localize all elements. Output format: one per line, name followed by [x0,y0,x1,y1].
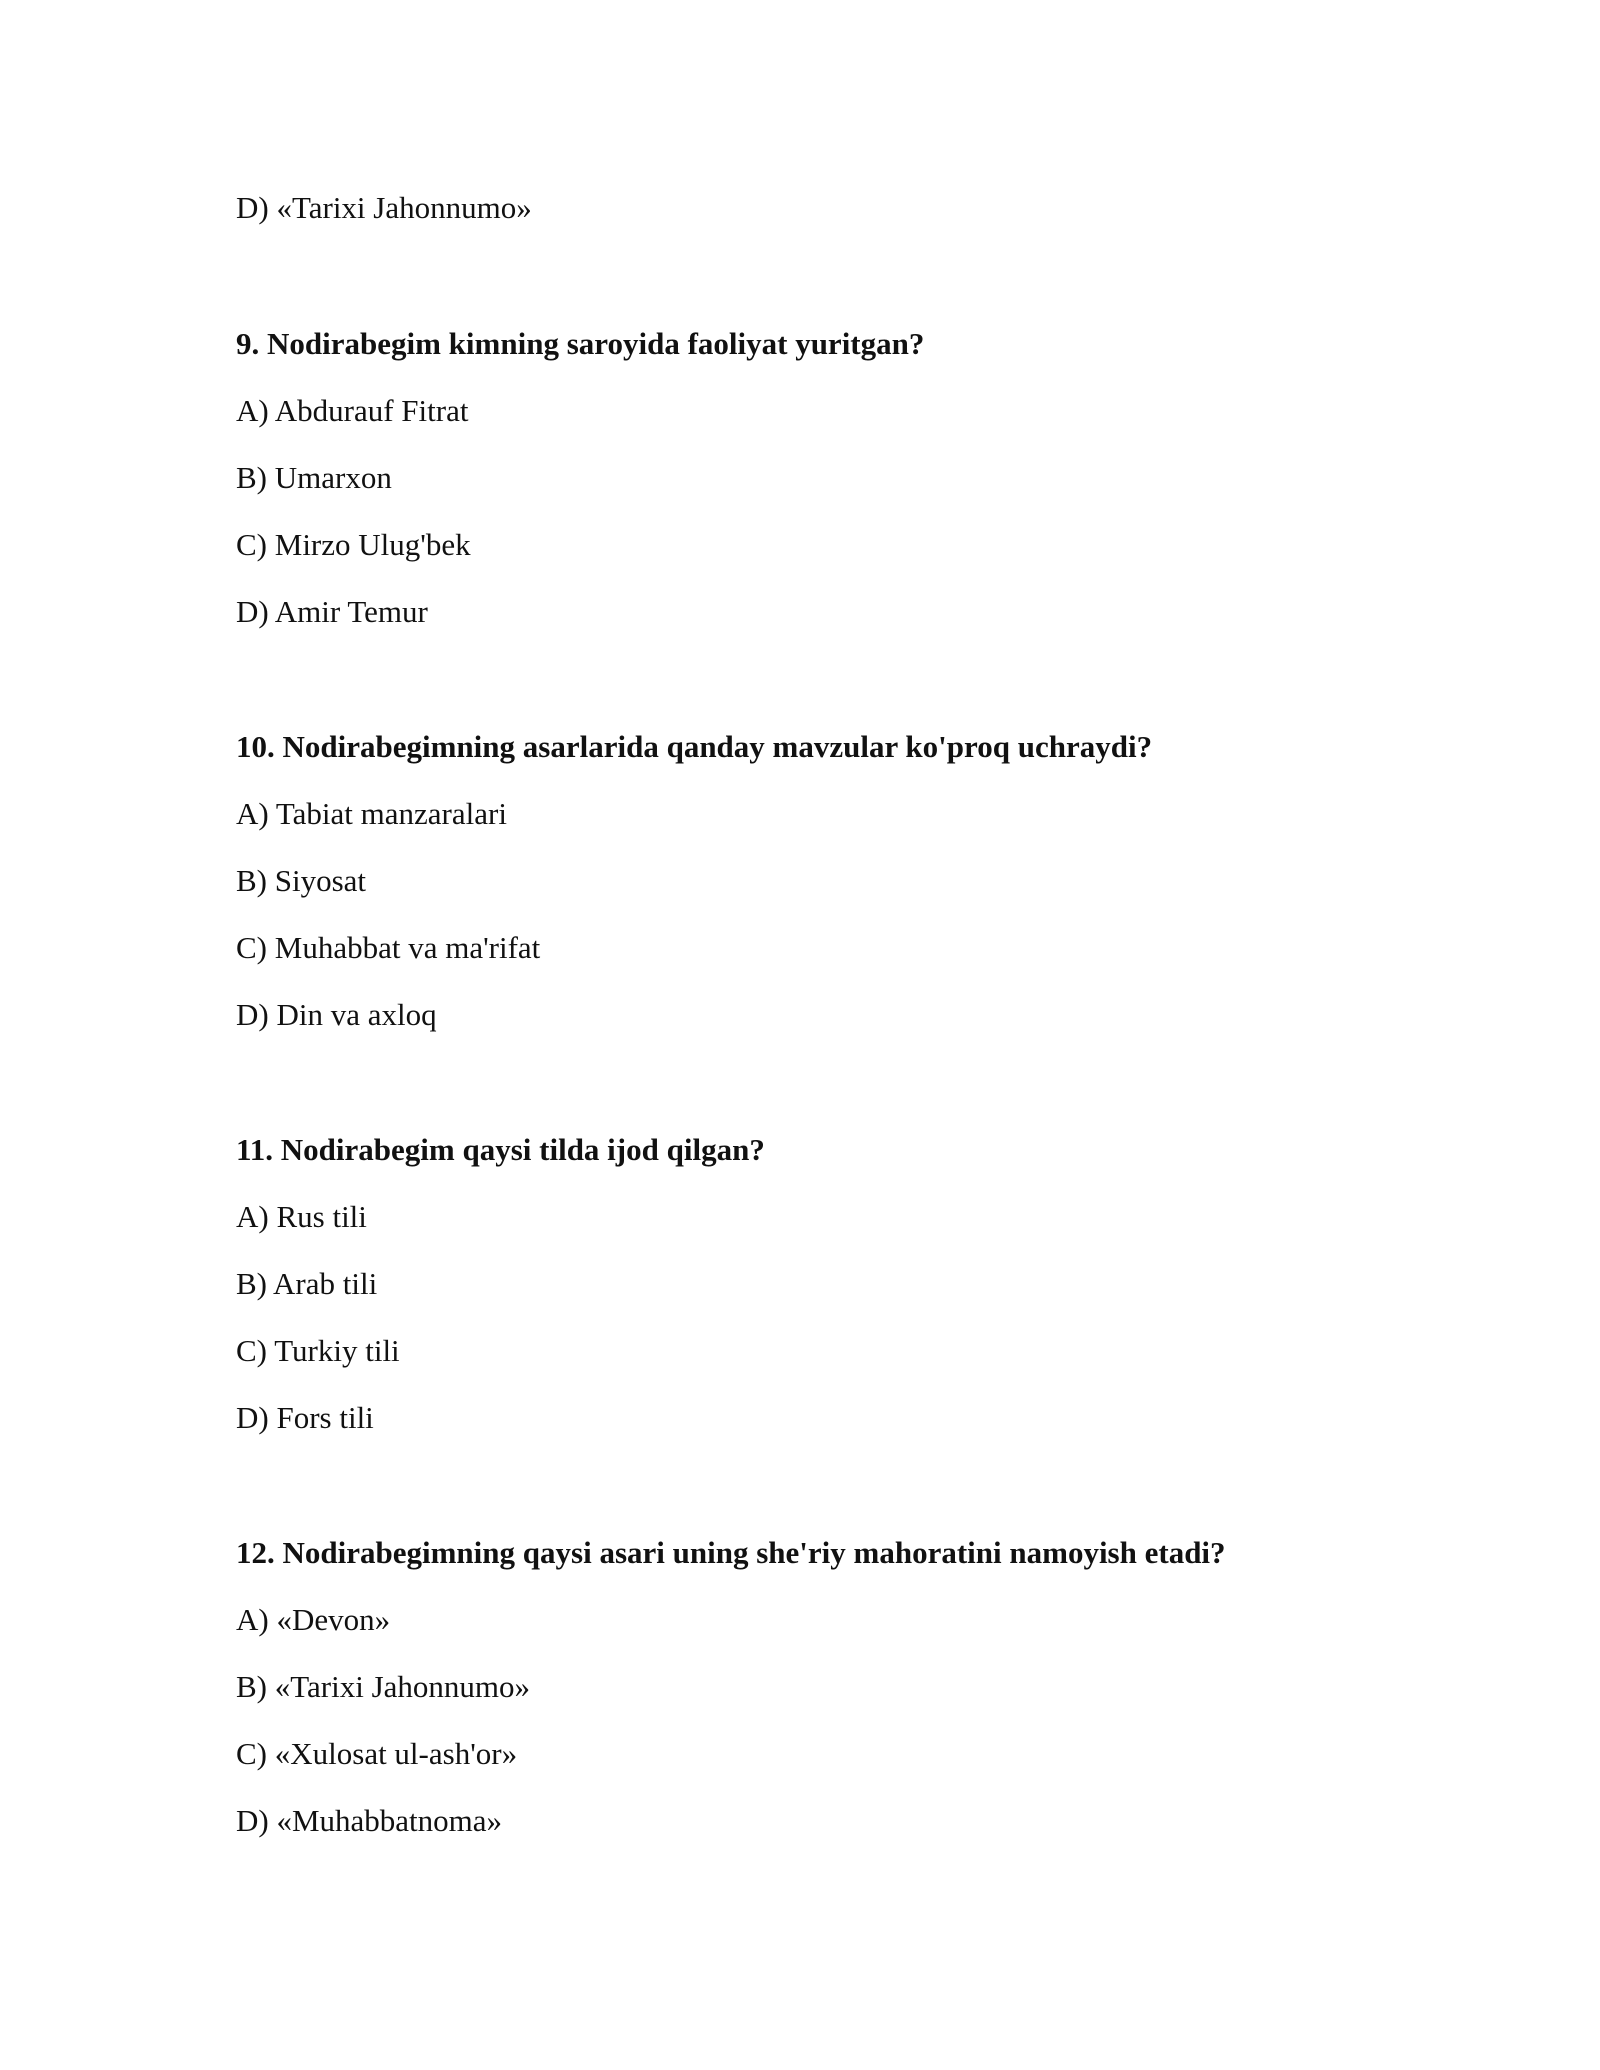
question-12-option-b: B) «Tarixi Jahonnumo» [236,1669,531,1704]
question-11-option-a: A) Rus tili [236,1199,367,1234]
question-10-option-d: D) Din va axloq [236,997,437,1032]
question-9-option-b: B) Umarxon [236,460,392,495]
question-12-option-d: D) «Muhabbatnoma» [236,1803,503,1838]
question-11-option-c: C) Turkiy tili [236,1333,400,1368]
question-12-option-c: C) «Xulosat ul-ash'or» [236,1736,518,1771]
question-10-title: 10. Nodirabegimning asarlarida qanday mavzular ko'proq uchraydi? [236,729,1153,764]
question-10-option-a: A) Tabiat manzaralari [236,796,507,831]
question-9-option-a: A) Abdurauf Fitrat [236,393,469,428]
question-9-title: 9. Nodirabegim kimning saroyida faoliyat yuritgan? [236,326,925,361]
question-12-option-a: A) «Devon» [236,1602,391,1637]
question-12-title: 12. Nodirabegimning qaysi asari uning she'riy mahoratini namoyish etadi? [236,1535,1226,1570]
leading-option: D) «Tarixi Jahonnumo» [236,190,532,225]
question-9-option-d: D) Amir Temur [236,594,428,629]
question-9-option-c: C) Mirzo Ulug'bek [236,527,471,562]
question-10-option-b: B) Siyosat [236,863,367,898]
question-11-option-b: B) Arab tili [236,1266,378,1301]
question-11-option-d: D) Fors tili [236,1400,374,1435]
question-10-option-c: C) Muhabbat va ma'rifat [236,930,541,965]
question-11-title: 11. Nodirabegim qaysi tilda ijod qilgan? [236,1132,765,1167]
